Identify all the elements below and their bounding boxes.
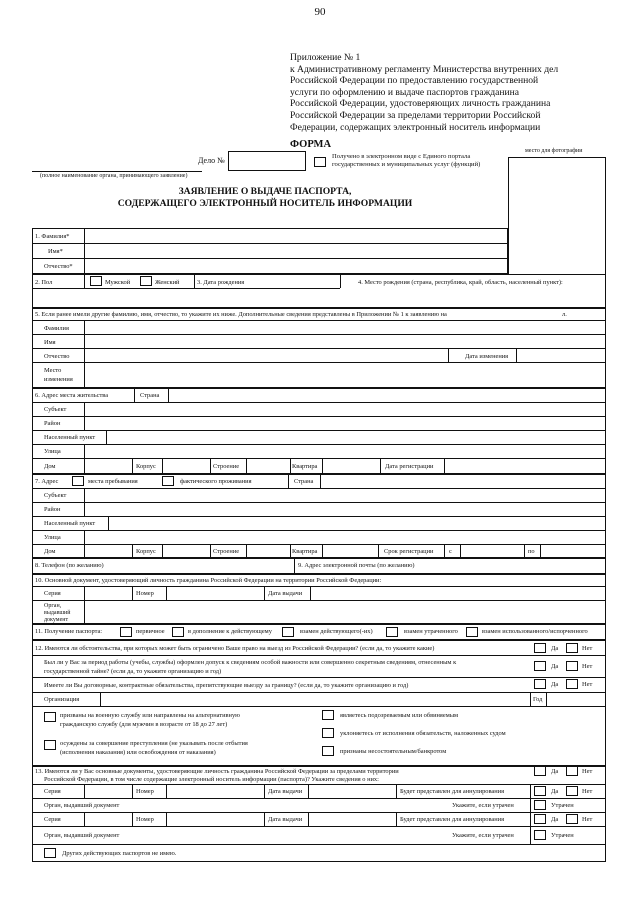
p1-no-checkbox[interactable] (566, 786, 578, 796)
s5-patronymic-label: Отчество (44, 353, 70, 360)
place-label-2: изменения (44, 376, 73, 383)
q2-yes-checkbox[interactable] (534, 661, 546, 671)
c2-label-a: осуждены за совершение преступления (не указывать после отбытия (60, 740, 248, 747)
s7-korpus-label: Корпус (136, 548, 156, 555)
s6-apt-label: Квартира (292, 463, 318, 470)
received-text: Получено в электронном виде с Единого портала государственных и муниципальных услуг (функций) (332, 153, 481, 168)
name-label: Имя* (48, 248, 63, 255)
s12-q2b: государственной тайне? (если да, то укажите организацию и год) (44, 668, 222, 675)
issue-replace-valid-checkbox[interactable] (282, 627, 294, 637)
q1-no-label: Нет (582, 645, 593, 652)
form-title: ЗАЯВЛЕНИЕ О ВЫДАЧЕ ПАСПОРТА, СОДЕРЖАЩЕГО ЭЛЕКТРОННЫЙ НОСИТЕЛЬ ИНФОРМАЦИИ (117, 186, 413, 209)
s7-reg-term-label: Срок регистрации (384, 548, 434, 555)
s5-text: 5. Если ранее имели другие фамилию, имя, отчество, то укажите их ниже. Дополнительные сведения представлены в Приложении № 1 к заявлению на (35, 311, 447, 318)
issue-replace-used-label: взамен использованного/испорченного (482, 628, 588, 635)
delo-field[interactable] (228, 151, 306, 171)
female-checkbox[interactable] (140, 276, 152, 286)
appendix-line: к Административному регламенту Министерства внутренних дел (290, 63, 559, 75)
issue-additional-checkbox[interactable] (172, 627, 184, 637)
s12-q3: Имеете ли Вы договорные, контрактные обязательства, препятствующие выезду за границу? (если да, то укажите организацию и год) (44, 682, 409, 689)
s11-text: 11. Получение паспорта: (35, 628, 103, 635)
s7-apt-label: Квартира (292, 548, 318, 555)
s7-district-label: Район (44, 506, 61, 513)
name-field[interactable] (86, 245, 506, 257)
org-label: Организация (44, 696, 80, 703)
no-other-passports-checkbox[interactable] (44, 848, 56, 858)
appendix-line: Федерации, содержащих электронный носитель информации (290, 121, 541, 133)
s7-house-label: Дом (44, 548, 56, 555)
p2-organ-label: Орган, выдавший документ (44, 832, 120, 839)
s13-text-2: Российской Федерации, в том числе содержащие электронный носитель информации (паспорта)? Укажите сведения о них: (44, 776, 379, 783)
stay-label: места пребывания (88, 478, 138, 485)
appendix-header (290, 52, 602, 133)
c4-checkbox[interactable] (322, 728, 334, 738)
s7-to-label: по (528, 548, 535, 555)
received-checkbox[interactable] (314, 157, 326, 167)
c5-checkbox[interactable] (322, 746, 334, 756)
delo-label: Дело № (198, 156, 225, 165)
p2-annul-label: Будет представлен для аннулирования (400, 816, 505, 823)
c2-checkbox[interactable] (44, 740, 56, 750)
s5-sheets: л. (562, 311, 567, 318)
actual-label: фактического проживания (180, 478, 252, 485)
s13-yes-label: Да (551, 768, 559, 775)
s13-yes-checkbox[interactable] (534, 766, 546, 776)
s7-street-label: Улица (44, 534, 61, 541)
email-label: 9. Адрес электронной почты (по желанию) (298, 562, 415, 569)
change-date-label: Дата изменения (465, 353, 509, 360)
p1-series-label: Серия (44, 788, 61, 795)
p2-lost-checkbox[interactable] (534, 830, 546, 840)
s6-korpus-label: Корпус (136, 463, 156, 470)
p2-lost-question: Укажите, если утрачен (452, 832, 514, 839)
s6-stroenie-label: Строение (213, 463, 240, 470)
patronymic-field[interactable] (86, 260, 506, 272)
forma-label: ФОРМА (290, 139, 332, 150)
p1-lost-checkbox[interactable] (534, 800, 546, 810)
q1-yes-checkbox[interactable] (534, 643, 546, 653)
s13-no-label: Нет (582, 768, 593, 775)
p2-series-label: Серия (44, 816, 61, 823)
surname-label: 1. Фамилия* (35, 233, 70, 240)
s6-settlement-label: Населенный пункт (44, 434, 96, 441)
organ-caption: (полное наименование органа, принимающего заявление) (40, 173, 188, 179)
q2-yes-label: Да (551, 663, 559, 670)
p1-annul-label: Будет представлен для аннулирования (400, 788, 505, 795)
s6-street-label: Улица (44, 448, 61, 455)
page-number: 90 (314, 6, 326, 18)
place-label-1: Место (44, 367, 62, 374)
q3-yes-label: Да (551, 681, 559, 688)
q1-yes-label: Да (551, 645, 559, 652)
c3-checkbox[interactable] (322, 710, 334, 720)
sex-label: 2. Пол (35, 279, 53, 286)
s13-text-1: 13. Имеются ли у Вас основные документы, удостоверяющие личность гражданина Российской Федерации за пределами территории (35, 768, 399, 775)
s10-text: 10. Основной документ, удостоверяющий личность гражданина Российской Федерации на территории Российской Федерации: (35, 577, 382, 584)
issue-replace-lost-label: взамен утраченного (404, 628, 458, 635)
appendix-line: Российской Федерации за пределами территории Российской (290, 109, 541, 121)
female-label: Женский (155, 279, 180, 286)
pob-label: 4. Место рождения (страна, республика, край, область, населенный пункт): (358, 279, 563, 286)
p1-lost-label: Утрачен (551, 802, 574, 809)
q2-no-checkbox[interactable] (566, 661, 578, 671)
issue-first-label: первичное (136, 628, 165, 635)
q2-no-label: Нет (582, 663, 593, 670)
s10-series-label: Серия (44, 590, 61, 597)
p1-organ-label: Орган, выдавший документ (44, 802, 120, 809)
s7-stroenie-label: Строение (213, 548, 240, 555)
patronymic-label: Отчество* (44, 263, 73, 270)
s7-settlement-label: Населенный пункт (44, 520, 96, 527)
actual-checkbox[interactable] (162, 476, 174, 486)
s7-subject-label: Субъект (44, 492, 67, 499)
appendix-line: Российской Федерации по предоставлению государственной (290, 75, 539, 87)
no-other-passports-label: Других действующих паспортов не имею. (62, 850, 177, 857)
p2-yes-label: Да (551, 816, 559, 823)
s6-country-label: Страна (140, 392, 160, 399)
s6-district-label: Район (44, 420, 61, 427)
male-checkbox[interactable] (90, 276, 102, 286)
s6-house-label: Дом (44, 463, 56, 470)
section-6 (32, 388, 606, 474)
dob-field[interactable] (262, 276, 338, 287)
c5-label: признаны несостоятельным/банкротом (340, 748, 447, 755)
photo-label: место для фотографии (525, 148, 583, 154)
s5-name-label: Имя (44, 339, 56, 346)
p1-yes-label: Да (551, 788, 559, 795)
c2-label-b: (исполнения наказания) или освобождения от наказания) (60, 749, 216, 756)
p1-issue-date-label: Дата выдачи (268, 788, 303, 795)
s7-from-label: с (449, 548, 452, 555)
year-label: Год (533, 696, 543, 703)
stay-checkbox[interactable] (72, 476, 84, 486)
s6-subject-label: Субъект (44, 406, 67, 413)
s12-q1: 12. Имеются ли обстоятельства, при которых может быть ограничено Ваше право на выезд из Российской Федерации? (если да, то укажите какие) (35, 645, 435, 652)
issue-replace-lost-checkbox[interactable] (386, 627, 398, 637)
c1-checkbox[interactable] (44, 712, 56, 722)
c1-label-a: призваны на военную службу или направлены на альтернативную (60, 712, 240, 719)
phone-label: 8. Телефон (по желанию) (35, 562, 104, 569)
surname-field[interactable] (86, 230, 506, 242)
c1-label-b: гражданскую службу (для мужчин в возрасте от 18 до 27 лет) (60, 721, 228, 728)
dob-label: 3. Дата рождения (197, 279, 245, 286)
q3-no-checkbox[interactable] (566, 679, 578, 689)
s6-reg-date-label: Дата регистрации (385, 463, 434, 470)
s6-addr-label: 6. Адрес места жительства (35, 392, 109, 399)
p2-lost-label: Утрачен (551, 832, 574, 839)
issue-additional-label: в дополнение к действующему (188, 628, 272, 635)
p2-number-label: Номер (136, 816, 154, 823)
s7-country-label: Страна (294, 478, 314, 485)
photo-box[interactable] (508, 157, 606, 279)
c4-label: уклоняетесь от исполнения обязательств, наложенных судом (340, 730, 506, 737)
p1-lost-question: Укажите, если утрачен (452, 802, 514, 809)
s7-addr-label: 7. Адрес (35, 478, 59, 485)
q3-no-label: Нет (582, 681, 593, 688)
p2-no-checkbox[interactable] (566, 814, 578, 824)
issue-replace-used-checkbox[interactable] (466, 627, 478, 637)
s12-q2a: Был ли у Вас за период работы (учебы, службы) оформлен допуск к сведениям особой важности или совершенно секретным сведениям, отнесенным к (44, 659, 457, 666)
male-label: Мужской (105, 279, 131, 286)
p2-yes-checkbox[interactable] (534, 814, 546, 824)
s13-no-checkbox[interactable] (566, 766, 578, 776)
p1-yes-checkbox[interactable] (534, 786, 546, 796)
s5-surname-label: Фамилия (44, 325, 69, 332)
s10-issue-date-label: Дата выдачи (268, 590, 303, 597)
c3-label: являетесь подозреваемым или обвиняемым (340, 712, 459, 719)
p2-no-label: Нет (582, 816, 593, 823)
issue-first-checkbox[interactable] (120, 627, 132, 637)
s10-number-label: Номер (136, 590, 154, 597)
s10-organ-label: Орган, выдавший документ (44, 603, 71, 623)
appendix-line: услуги по оформлению и выдаче паспортов гражданина (290, 86, 520, 98)
issue-replace-valid-label: взамен действующего(-их) (300, 628, 373, 635)
q1-no-checkbox[interactable] (566, 643, 578, 653)
appendix-line: Российской Федерации, удостоверяющих личность гражданина (290, 98, 551, 110)
p1-number-label: Номер (136, 788, 154, 795)
q3-yes-checkbox[interactable] (534, 679, 546, 689)
p1-no-label: Нет (582, 788, 593, 795)
appendix-title: Приложение № 1 (290, 52, 361, 63)
p2-issue-date-label: Дата выдачи (268, 816, 303, 823)
